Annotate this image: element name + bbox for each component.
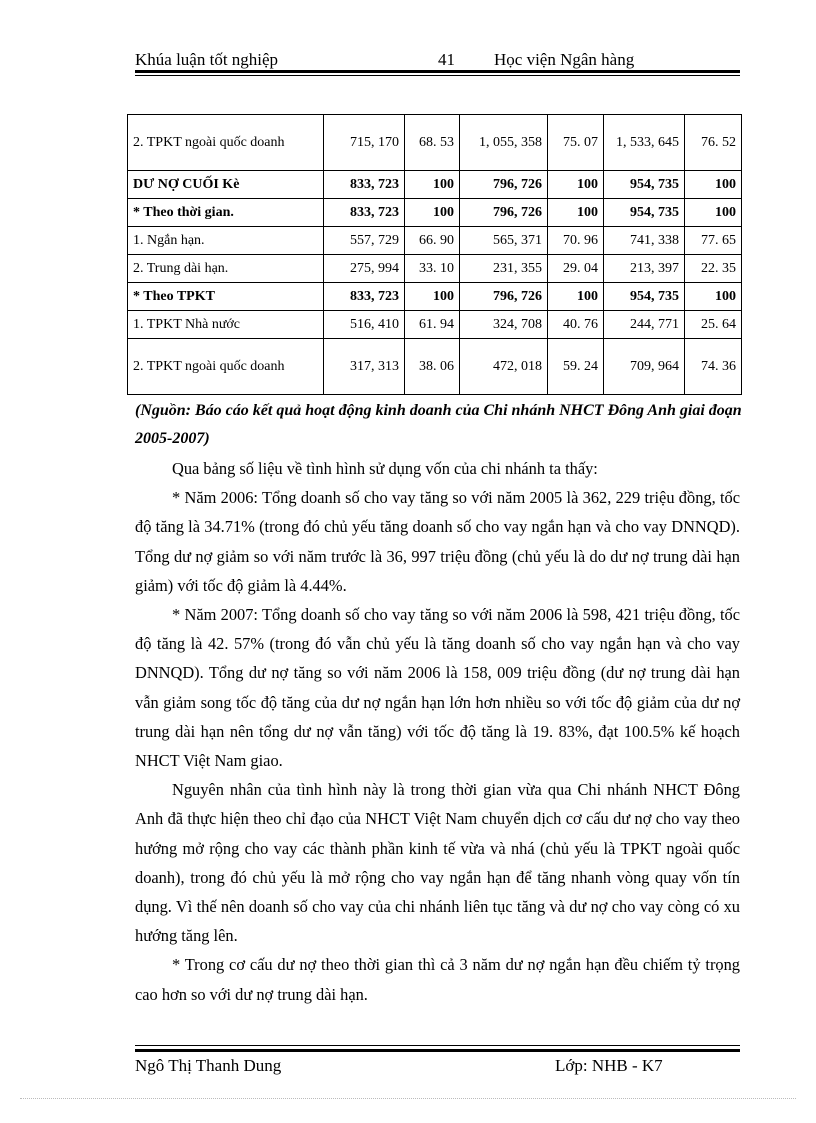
value-2007: 954, 735 [604,283,685,311]
value-2006: 565, 371 [460,227,548,255]
percent-2005: 66. 90 [405,227,460,255]
value-2007: 244, 771 [604,311,685,339]
footer-rule-thick [135,1049,740,1052]
page-footer [135,1056,740,1078]
value-2005: 557, 729 [324,227,405,255]
value-2005: 833, 723 [324,171,405,199]
loan-balance-table [127,114,742,395]
value-2006: 1, 055, 358 [460,115,548,171]
percent-2007: 25. 64 [685,311,742,339]
value-2005: 317, 313 [324,339,405,395]
value-2005: 833, 723 [324,199,405,227]
table-row [128,171,742,199]
table-row [128,199,742,227]
percent-2005: 33. 10 [405,255,460,283]
table-source-note: (Nguồn: Báo cáo kết quả hoạt động kinh doanh của Chi nhánh NHCT Đông Anh giai đoạn 2005-2007) [135,402,742,447]
value-2007: 954, 735 [604,199,685,227]
table-row [128,311,742,339]
value-2007: 1, 533, 645 [604,115,685,171]
percent-2006: 29. 04 [548,255,604,283]
paragraph: Nguyên nhân của tình hình này là trong thời gian vừa qua Chi nhánh NHCT Đông Anh đã thực hiện theo chỉ đạo của NHCT Việt Nam chuyển dịch cơ cấu dư nợ cho vay theo hướng mở rộng cho vay các thành phần kinh tế vừa và nhá (chủ yếu là TPKT ngoài quốc doanh), trong đó chủ yếu là mở rộng cho vay ngắn hạn để tăng nhanh vòng quay vốn tín dụng. Vì thế nên doanh số cho vay của chi nhánh liên tục tăng và dư nợ cho vay còng có xu hướng tăng lên. [135,780,740,946]
percent-2006: 70. 96 [548,227,604,255]
paragraph: Qua bảng số liệu về tình hình sử dụng vốn của chi nhánh ta thấy: [172,459,598,478]
value-2006: 472, 018 [460,339,548,395]
percent-2005: 61. 94 [405,311,460,339]
value-2006: 796, 726 [460,283,548,311]
page-number: 41 [438,50,455,69]
value-2006: 324, 708 [460,311,548,339]
table-row [128,255,742,283]
percent-2007: 77. 65 [685,227,742,255]
percent-2005: 100 [405,199,460,227]
value-2006: 796, 726 [460,199,548,227]
paragraph: * Năm 2006: Tổng doanh số cho vay tăng so với năm 2005 là 362, 229 triệu đồng, tốc độ tăng là 34.71% (trong đó chủ yếu tăng doanh số cho vay ngắn hạn và cho vay DNNQD). Tổng dư nợ giảm so với năm trước là 36, 997 triệu đồng (chủ yếu là do dư nợ trung dài hạn giảm) với tốc độ giảm là 4.44%. [135,488,740,595]
row-label: * Theo thời gian. [128,199,324,227]
percent-2005: 100 [405,283,460,311]
value-2006: 231, 355 [460,255,548,283]
row-label: * Theo TPKT [128,283,324,311]
footer-class: Lớp: NHB - K7 [555,1056,663,1075]
value-2007: 213, 397 [604,255,685,283]
value-2007: 709, 964 [604,339,685,395]
percent-2006: 40. 76 [548,311,604,339]
percent-2005: 100 [405,171,460,199]
paragraph: * Năm 2007: Tổng doanh số cho vay tăng so với năm 2006 là 598, 421 triệu đồng, tốc độ tăng là 42. 57% (trong đó vẫn chủ yếu là tăng doanh số cho vay ngắn hạn và cho vay DNNQD). Tổng dư nợ tăng so với năm 2006 là 158, 009 triệu đồng (dư nợ trung dài hạn vẫn giảm song tốc độ tăng của dư nợ ngắn hạn lớn hơn nhiều so với tốc độ giảm của dư nợ trung dài hạn nên tổng dư nợ vẫn tăng) với tốc độ tăng là 19. 83%, đạt 100.5% kế hoạch NHCT Việt Nam giao. [135,605,740,771]
percent-2006: 75. 07 [548,115,604,171]
value-2007: 741, 338 [604,227,685,255]
row-label: 2. TPKT ngoài quốc doanh [128,115,324,171]
value-2005: 715, 170 [324,115,405,171]
percent-2007: 100 [685,283,742,311]
percent-2005: 38. 06 [405,339,460,395]
value-2007: 954, 735 [604,171,685,199]
body-text [135,454,740,1009]
value-2005: 275, 994 [324,255,405,283]
value-2005: 833, 723 [324,283,405,311]
table-row [128,115,742,171]
table-row [128,227,742,255]
row-label: 2. TPKT ngoài quốc doanh [128,339,324,395]
footer-author: Ngô Thị Thanh Dung [135,1056,282,1075]
percent-2007: 100 [685,171,742,199]
percent-2006: 100 [548,283,604,311]
percent-2006: 59. 24 [548,339,604,395]
percent-2007: 22. 35 [685,255,742,283]
header-rule-thick [135,70,740,73]
value-2005: 516, 410 [324,311,405,339]
value-2006: 796, 726 [460,171,548,199]
header-rule-thin [135,75,740,76]
footer-rule-thin [135,1045,740,1046]
percent-2007: 76. 52 [685,115,742,171]
header-institution: Học viện Ngân hàng [494,50,635,69]
percent-2006: 100 [548,171,604,199]
table-row [128,339,742,395]
table-row [128,283,742,311]
header-thesis-title: Khúa luận tốt nghiệp [135,50,279,69]
percent-2006: 100 [548,199,604,227]
paragraph: * Trong cơ cấu dư nợ theo thời gian thì cả 3 năm dư nợ ngắn hạn đều chiếm tỷ trọng cao hơn so với dư nợ trung dài hạn. [135,955,740,1004]
row-label: DƯ NỢ CUỐI Kè [128,171,324,199]
percent-2007: 74. 36 [685,339,742,395]
row-label: 2. Trung dài hạn. [128,255,324,283]
page-bottom-dotted-line [20,1098,796,1099]
row-label: 1. TPKT Nhà nước [128,311,324,339]
percent-2005: 68. 53 [405,115,460,171]
page-header [135,50,740,72]
row-label: 1. Ngắn hạn. [128,227,324,255]
percent-2007: 100 [685,199,742,227]
